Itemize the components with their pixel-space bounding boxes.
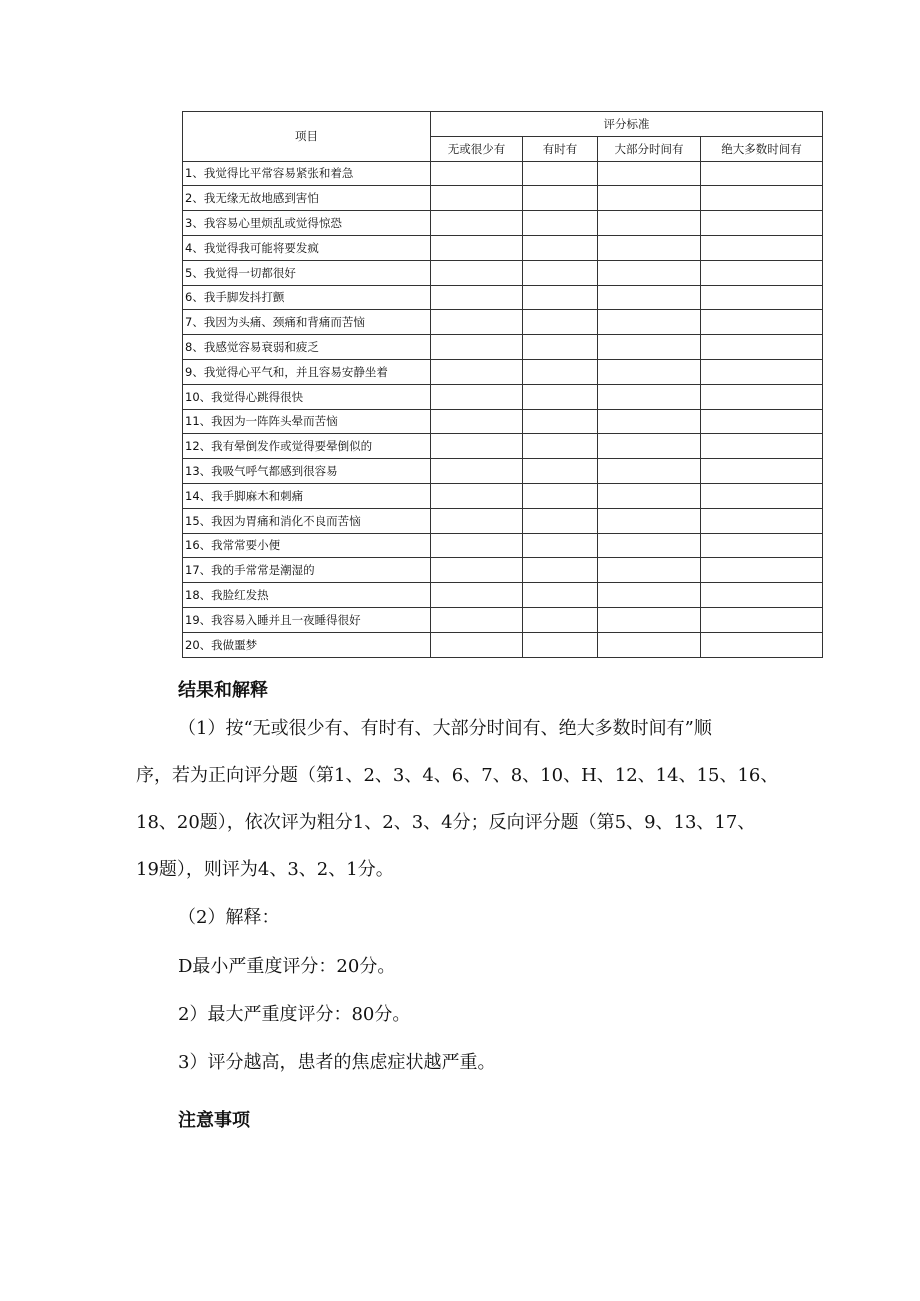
rating-cell[interactable]: [523, 583, 598, 608]
item-text: 3、我容易心里烦乱或觉得惊恐: [183, 211, 431, 236]
rating-cell[interactable]: [523, 409, 598, 434]
rating-cell[interactable]: [431, 235, 523, 260]
rating-cell[interactable]: [701, 607, 823, 632]
rating-scale-table-wrapper: [182, 111, 823, 658]
rating-cell[interactable]: [523, 607, 598, 632]
rating-cell[interactable]: [701, 335, 823, 360]
rating-cell[interactable]: [431, 409, 523, 434]
rating-cell[interactable]: [523, 260, 598, 285]
item-text: 12、我有晕倒发作或觉得要晕倒似的: [183, 434, 431, 459]
rating-cell[interactable]: [701, 161, 823, 186]
results-title: 结果和解释: [178, 680, 268, 701]
rating-cell[interactable]: [701, 384, 823, 409]
header-rating-criteria: 评分标准: [431, 112, 823, 137]
table-row: [183, 235, 823, 260]
item-text: 10、我觉得心跳得很快: [183, 384, 431, 409]
rating-cell[interactable]: [523, 335, 598, 360]
rating-cell[interactable]: [523, 285, 598, 310]
rating-cell[interactable]: [598, 434, 701, 459]
rating-cell[interactable]: [701, 211, 823, 236]
rating-cell[interactable]: [598, 384, 701, 409]
item-text: 8、我感觉容易衰弱和疲乏: [183, 335, 431, 360]
rating-scale-table: [182, 111, 823, 658]
max-score-line: 2）最大严重度评分：80分。: [178, 1004, 411, 1025]
rating-cell[interactable]: [701, 508, 823, 533]
table-row: [183, 508, 823, 533]
rating-cell[interactable]: [431, 384, 523, 409]
explanation-heading: （2）解释：: [178, 907, 280, 928]
rating-cell[interactable]: [431, 483, 523, 508]
column-header: 有时有: [523, 136, 598, 161]
rating-cell[interactable]: [701, 260, 823, 285]
rating-cell[interactable]: [523, 558, 598, 583]
rating-cell[interactable]: [431, 310, 523, 335]
rating-cell[interactable]: [431, 260, 523, 285]
item-text: 18、我脸红发热: [183, 583, 431, 608]
rating-cell[interactable]: [701, 409, 823, 434]
rating-cell[interactable]: [701, 483, 823, 508]
rating-cell[interactable]: [598, 235, 701, 260]
table-row: [183, 285, 823, 310]
table-row: [183, 434, 823, 459]
min-score-line: D最小严重度评分：20分。: [178, 956, 396, 977]
column-header: 大部分时间有: [598, 136, 701, 161]
table-row: [183, 583, 823, 608]
paragraph-line: 序，若为正向评分题（第1、2、3、4、6、7、8、10、H、12、14、15、16、: [136, 765, 779, 786]
rating-cell[interactable]: [523, 508, 598, 533]
paragraph-line: 19题），则评为4、3、2、1分。: [136, 859, 394, 880]
rating-cell[interactable]: [523, 434, 598, 459]
rating-cell[interactable]: [598, 161, 701, 186]
rating-cell[interactable]: [523, 459, 598, 484]
rating-cell[interactable]: [431, 186, 523, 211]
table-row: [183, 186, 823, 211]
table-row: [183, 607, 823, 632]
notes-title: 注意事项: [178, 1110, 250, 1131]
rating-cell[interactable]: [431, 533, 523, 558]
rating-cell[interactable]: [701, 310, 823, 335]
table-row: [183, 310, 823, 335]
rating-cell[interactable]: [598, 533, 701, 558]
table-row: [183, 558, 823, 583]
rating-cell[interactable]: [523, 161, 598, 186]
table-row: [183, 632, 823, 657]
rating-cell[interactable]: [598, 459, 701, 484]
rating-cell[interactable]: [598, 607, 701, 632]
rating-cell[interactable]: [431, 359, 523, 384]
table-row: [183, 384, 823, 409]
rating-cell[interactable]: [523, 235, 598, 260]
rating-cell[interactable]: [598, 409, 701, 434]
item-text: 14、我手脚麻木和刺痛: [183, 483, 431, 508]
item-text: 4、我觉得我可能将要发疯: [183, 235, 431, 260]
rating-cell[interactable]: [598, 285, 701, 310]
rating-cell[interactable]: [523, 211, 598, 236]
rating-cell[interactable]: [431, 285, 523, 310]
rating-cell[interactable]: [431, 632, 523, 657]
rating-cell[interactable]: [523, 533, 598, 558]
rating-cell[interactable]: [701, 459, 823, 484]
rating-cell[interactable]: [701, 434, 823, 459]
severity-line: 3）评分越高，患者的焦虑症状越严重。: [178, 1052, 496, 1073]
rating-cell[interactable]: [431, 508, 523, 533]
rating-cell[interactable]: [598, 260, 701, 285]
rating-cell[interactable]: [431, 335, 523, 360]
table-row: [183, 161, 823, 186]
table-row: [183, 260, 823, 285]
rating-cell[interactable]: [701, 285, 823, 310]
item-text: 1、我觉得比平常容易紧张和着急: [183, 161, 431, 186]
rating-cell[interactable]: [598, 558, 701, 583]
item-text: 17、我的手常常是潮湿的: [183, 558, 431, 583]
header-item: 项目: [183, 112, 431, 162]
rating-cell[interactable]: [598, 186, 701, 211]
table-row: [183, 211, 823, 236]
item-text: 20、我做噩梦: [183, 632, 431, 657]
rating-cell[interactable]: [523, 384, 598, 409]
rating-cell[interactable]: [598, 508, 701, 533]
rating-cell[interactable]: [431, 607, 523, 632]
item-text: 7、我因为头痛、颈痛和背痛而苦恼: [183, 310, 431, 335]
rating-cell[interactable]: [523, 359, 598, 384]
rating-cell[interactable]: [701, 583, 823, 608]
item-text: 15、我因为胃痛和消化不良而苦恼: [183, 508, 431, 533]
rating-cell[interactable]: [431, 459, 523, 484]
item-text: 2、我无缘无故地感到害怕: [183, 186, 431, 211]
rating-cell[interactable]: [701, 533, 823, 558]
item-text: 13、我吸气呼气都感到很容易: [183, 459, 431, 484]
table-row: [183, 459, 823, 484]
rating-cell[interactable]: [523, 483, 598, 508]
paragraph-line: （1）按“无或很少有、有时有、大部分时间有、绝大多数时间有”顺: [178, 718, 712, 739]
rating-cell[interactable]: [523, 632, 598, 657]
rating-cell[interactable]: [431, 558, 523, 583]
rating-cell[interactable]: [701, 632, 823, 657]
table-row: [183, 335, 823, 360]
rating-cell[interactable]: [598, 211, 701, 236]
rating-cell[interactable]: [431, 583, 523, 608]
rating-cell[interactable]: [598, 583, 701, 608]
item-text: 9、我觉得心平气和，并且容易安静坐着: [183, 359, 431, 384]
table-row: [183, 359, 823, 384]
item-text: 6、我手脚发抖打颤: [183, 285, 431, 310]
rating-cell[interactable]: [431, 434, 523, 459]
item-text: 11、我因为一阵阵头晕而苦恼: [183, 409, 431, 434]
rating-cell[interactable]: [701, 186, 823, 211]
rating-cell[interactable]: [431, 161, 523, 186]
rating-cell[interactable]: [598, 310, 701, 335]
rating-cell[interactable]: [598, 359, 701, 384]
column-header: 无或很少有: [431, 136, 523, 161]
table-row: [183, 483, 823, 508]
table-row: [183, 409, 823, 434]
table-row: [183, 533, 823, 558]
item-text: 19、我容易入睡并且一夜睡得很好: [183, 607, 431, 632]
rating-cell[interactable]: [598, 632, 701, 657]
rating-cell[interactable]: [431, 211, 523, 236]
item-text: 5、我觉得一切都很好: [183, 260, 431, 285]
rating-cell[interactable]: [523, 310, 598, 335]
rating-cell[interactable]: [701, 235, 823, 260]
rating-cell[interactable]: [598, 335, 701, 360]
column-header: 绝大多数时间有: [701, 136, 823, 161]
rating-cell[interactable]: [523, 186, 598, 211]
rating-cell[interactable]: [701, 359, 823, 384]
paragraph-line: 18、20题），依次评为粗分1、2、3、4分；反向评分题（第5、9、13、17、: [136, 812, 756, 833]
rating-cell[interactable]: [701, 558, 823, 583]
item-text: 16、我常常要小便: [183, 533, 431, 558]
table-body: [183, 161, 823, 657]
rating-cell[interactable]: [598, 483, 701, 508]
